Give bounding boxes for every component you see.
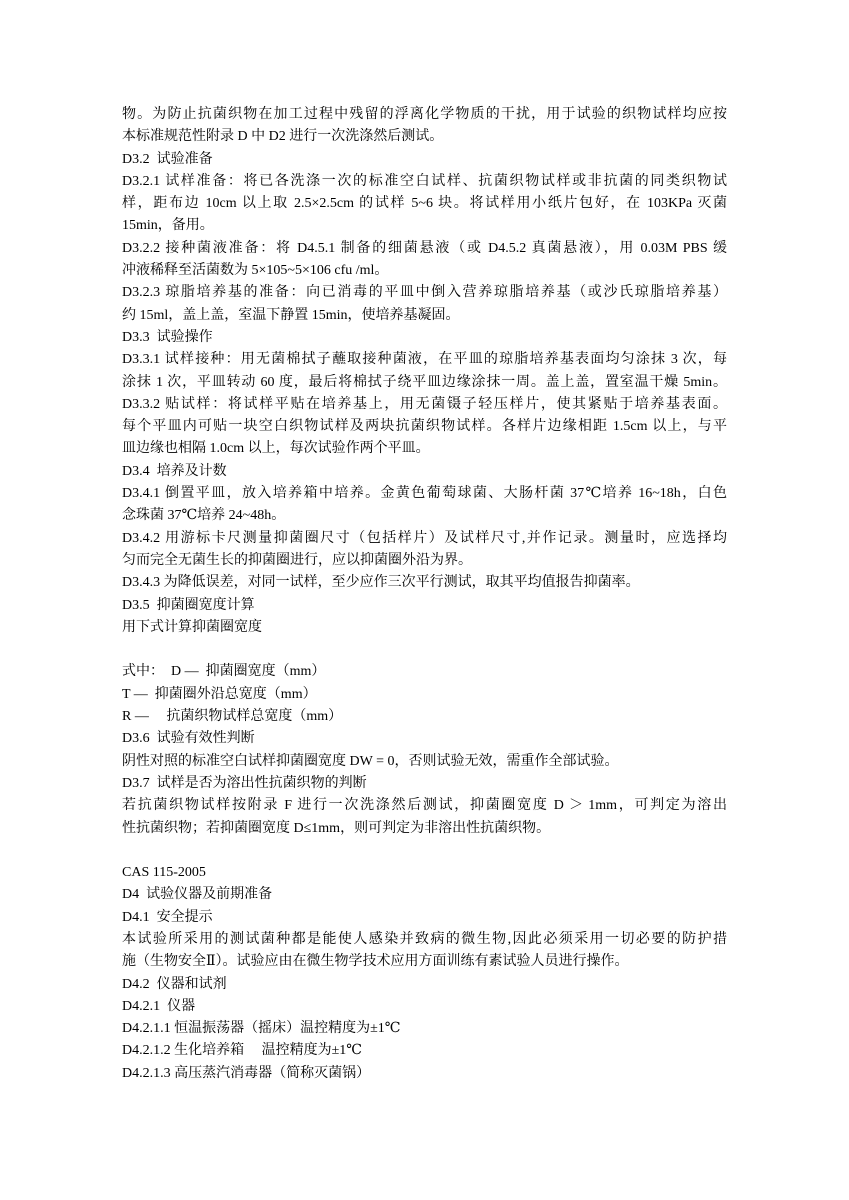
text-line: 本试验所采用的测试菌种都是能使人感染并致病的微生物,因此必须采用一切必要的防护措: [122, 931, 727, 947]
text-line: D3.3.2 贴试样：将试样平贴在培养基上，用无菌镊子轻压样片，使其紧贴于培养基表面。: [122, 396, 727, 412]
text-line: 性抗菌织物；若抑菌圈宽度 D≤1mm，则可判定为非溶出性抗菌织物。: [122, 820, 551, 836]
text-line: 15min，备用。: [122, 218, 214, 234]
text-line: D4.2.1 仪器: [122, 998, 196, 1014]
text-line: D4.2.1.3 高压蒸汽消毒器（简称灭菌锅）: [122, 1065, 371, 1081]
text-line: 物。为防止抗菌织物在加工过程中残留的浮离化学物质的干扰，用于试验的织物试样均应按: [122, 107, 727, 122]
text-line: R — 抗菌织物试样总宽度（mm）: [122, 709, 343, 725]
text-line: D4 试验仪器及前期准备: [122, 887, 273, 903]
text-line: 施（生物安全Ⅱ）。试验应由在微生物学技术应用方面训练有素试验人员进行操作。: [122, 954, 629, 970]
text-line: D3.4 培养及计数: [122, 463, 227, 479]
text-line: 匀而完全无菌生长的抑菌圈进行，应以抑菌圈外沿为界。: [122, 552, 472, 568]
text-line: D3.5 抑菌圈宽度计算: [122, 597, 255, 613]
text-line: D3.4.3 为降低误差，对同一试样，至少应作三次平行测试，取其平均值报告抑菌率。: [122, 575, 640, 591]
text-line: 阴性对照的标准空白试样抑菌圈宽度 DW = 0，否则试验无效，需重作全部试验。: [122, 753, 619, 769]
document-text-block: [122, 104, 727, 1085]
text-line: 每个平皿内可贴一块空白织物试样及两块抗菌织物试样。各样片边缘相距 1.5cm 以上，与平: [122, 419, 727, 435]
text-line: D3.7 试样是否为溶出性抗菌织物的判断: [122, 775, 367, 791]
text-line: T — 抑菌圈外沿总宽度（mm）: [122, 686, 317, 702]
text-line: D3.4.2 用游标卡尺测量抑菌圈尺寸（包括样片）及试样尺寸,并作记录。测量时，应选择均: [122, 530, 727, 546]
text-line: 皿边缘也相隔 1.0cm 以上，每次试验作两个平皿。: [122, 441, 430, 457]
text-line: D3.3.1 试样接种：用无菌棉拭子蘸取接种菌液，在平皿的琼脂培养基表面均匀涂抹 3 次，每: [122, 352, 727, 368]
text-line: D3.2 试验准备: [122, 151, 213, 167]
text-line: D3.6 试验有效性判断: [122, 731, 255, 747]
text-line: 本标准规范性附录 D 中 D2 进行一次洗涤然后测试。: [122, 129, 444, 145]
text-line: 约 15ml，盖上盖，室温下静置 15min，使培养基凝固。: [122, 307, 460, 323]
text-line: D4.2 仪器和试剂: [122, 976, 227, 992]
text-line: 念珠菌 37℃培养 24~48h。: [122, 508, 286, 524]
text-line: D4.1 安全提示: [122, 909, 213, 925]
text-line: D3.3 试验操作: [122, 329, 213, 345]
text-line: D3.2.1 试样准备：将已各洗涤一次的标准空白试样、抗菌织物试样或非抗菌的同类织物试: [122, 173, 727, 189]
text-line: 涂抹 1 次，平皿转动 60 度，最后将棉拭子绕平皿边缘涂抹一周。盖上盖，置室温干燥 5min。: [122, 374, 727, 390]
text-line: D3.4.1 倒置平皿，放入培养箱中培养。金黄色葡萄球菌、大肠杆菌 37℃培养 16~18h，白色: [122, 486, 727, 502]
text-line: D3.2.2 接种菌液准备：将 D4.5.1 制备的细菌悬液（或 D4.5.2 真菌悬液），用 0.03M PBS 缓: [122, 240, 727, 256]
text-line: D4.2.1.2 生化培养箱 温控精度为±1℃: [122, 1043, 362, 1059]
text-line: 样，距布边 10cm 以上取 2.5×2.5cm 的试样 5~6 块。将试样用小纸片包好，在 103KPa 灭菌: [122, 196, 727, 212]
text-line: 式中： D — 抑菌圈宽度（mm）: [122, 664, 326, 680]
text-line: D4.2.1.1 恒温振荡器（摇床）温控精度为±1℃: [122, 1021, 401, 1037]
blank-line: [122, 639, 727, 661]
text-line: CAS 115-2005: [122, 865, 206, 881]
text-line: 冲液稀释至活菌数为 5×105~5×106 cfu /ml。: [122, 263, 389, 279]
blank-line: [122, 840, 727, 862]
text-line: D3.2.3 琼脂培养基的准备：向已消毒的平皿中倒入营养琼脂培养基（或沙氏琼脂培养基）: [122, 285, 727, 301]
text-line: 用下式计算抑菌圈宽度: [122, 619, 262, 635]
text-line: 若抗菌织物试样按附录 F 进行一次洗涤然后测试，抑菌圈宽度 D ＞ 1mm，可判定为溶出: [122, 798, 727, 814]
